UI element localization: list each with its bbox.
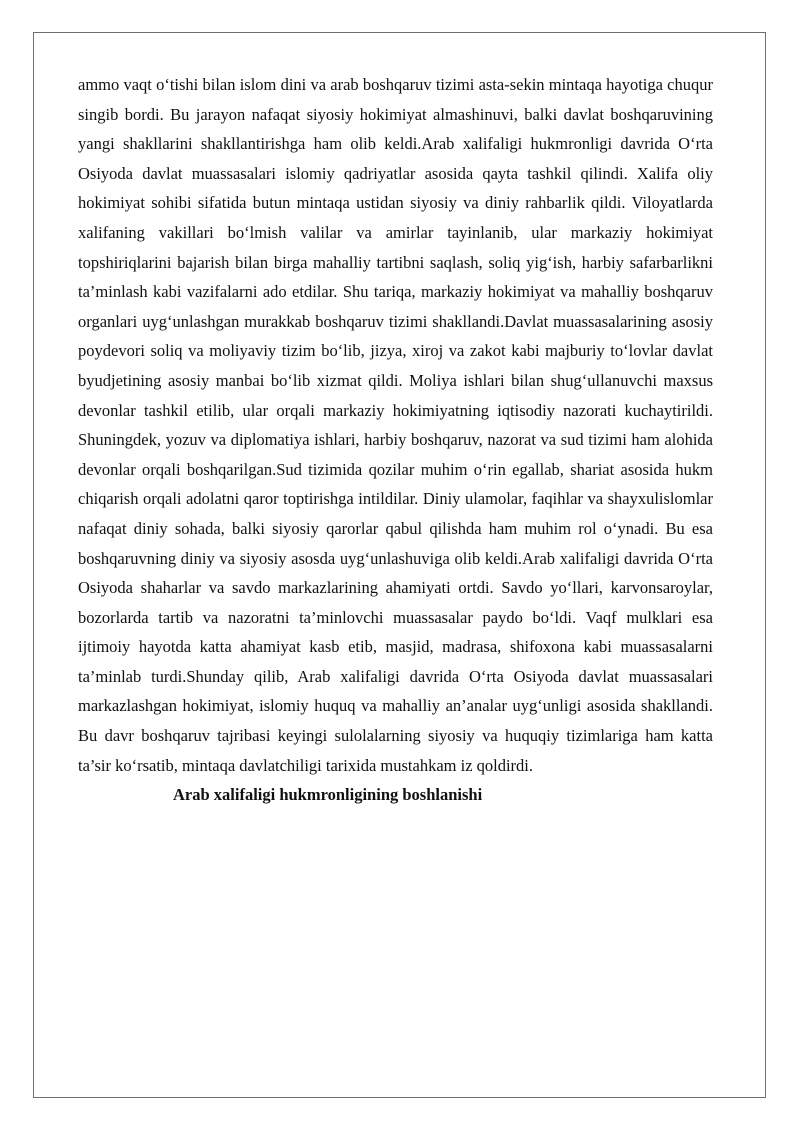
section-heading: Arab xalifaligi hukmronligining boshlanishi [173, 785, 483, 805]
body-paragraph: ammo vaqt o‘tishi bilan islom dini va arab boshqaruv tizimi asta-sekin mintaqa hayotiga chuqur singib bordi. Bu jarayon nafaqat siyosiy hokimiyat almashinuvi, balki davlat boshqaruvining yangi shakllarini shakllantirishga ham olib keldi.Arab xalifaligi hukmronligi davrida O‘rta Osiyoda davlat muassasalari islomiy qadriyatlar asosida qayta tashkil qilindi. Xalifa oliy hokimiyat sohibi sifatida butun mintaqa ustidan siyosiy va diniy rahbarlik qildi. Viloyatlarda xalifaning vakillari bo‘lmish valilar va amirlar tayinlanib, ular markaziy hokimiyat topshiriqlarini bajarish bilan birga mahalliy tartibni saqlash, soliq yig‘ish, harbiy safarbarlikni ta’minlash kabi vazifalarni ado etdilar. Shu tariqa, markaziy hokimiyat va mahalliy boshqaruv organlari uyg‘unlashgan murakkab boshqaruv tizimi shakllandi.Davlat muassasalarining asosiy poydevori soliq va moliyaviy tizim bo‘lib, jizya, xiroj va zakot kabi majburiy to‘lovlar davlat byudjetining asosiy manbai bo‘lib xizmat qildi. Moliya ishlari bilan shug‘ullanuvchi maxsus devonlar tashkil etilib, ular orqali markaziy hokimiyatning iqtisodiy nazorati kuchaytirildi. Shuningdek, yozuv va diplomatiya ishlari, harbiy boshqaruv, nazorat va sud tizimi ham alohida devonlar orqali boshqarilgan.Sud tizimida qozilar muhim o‘rin egallab, shariat asosida hukm chiqarish orqali adolatni qaror toptirishga intildilar. Diniy ulamolar, faqihlar va shayxulislomlar nafaqat diniy sohada, balki siyosiy qarorlar qabul qilishda ham muhim rol o‘ynadi. Bu esa boshqaruvning diniy va siyosiy asosda uyg‘unlashuviga olib keldi.Arab xalifaligi davrida O‘rta Osiyoda shaharlar va savdo markazlarining ahamiyati ortdi. Savdo yo‘llari, karvonsaroylar, bozorlarda tartib va nazoratni ta’minlovchi muassasalar paydo bo‘ldi. Vaqf mulklari esa ijtimoiy hayotda katta ahamiyat kasb etib, masjid, madrasa, shifoxona kabi muassasalarni ta’minlab turdi.Shunday qilib, Arab xalifaligi davrida O‘rta Osiyoda davlat muassasalari markazlashgan hokimiyat, islomiy huquq va mahalliy an’analar uyg‘unligi asosida shakllandi. Bu davr boshqaruv tajribasi keyingi sulolalarning siyosiy va huquqiy tizimlariga ham katta ta’sir ko‘rsatib, mintaqa davlatchiligi tarixida mustahkam iz qoldirdi. [78, 75, 713, 775]
document-content [78, 70, 713, 810]
